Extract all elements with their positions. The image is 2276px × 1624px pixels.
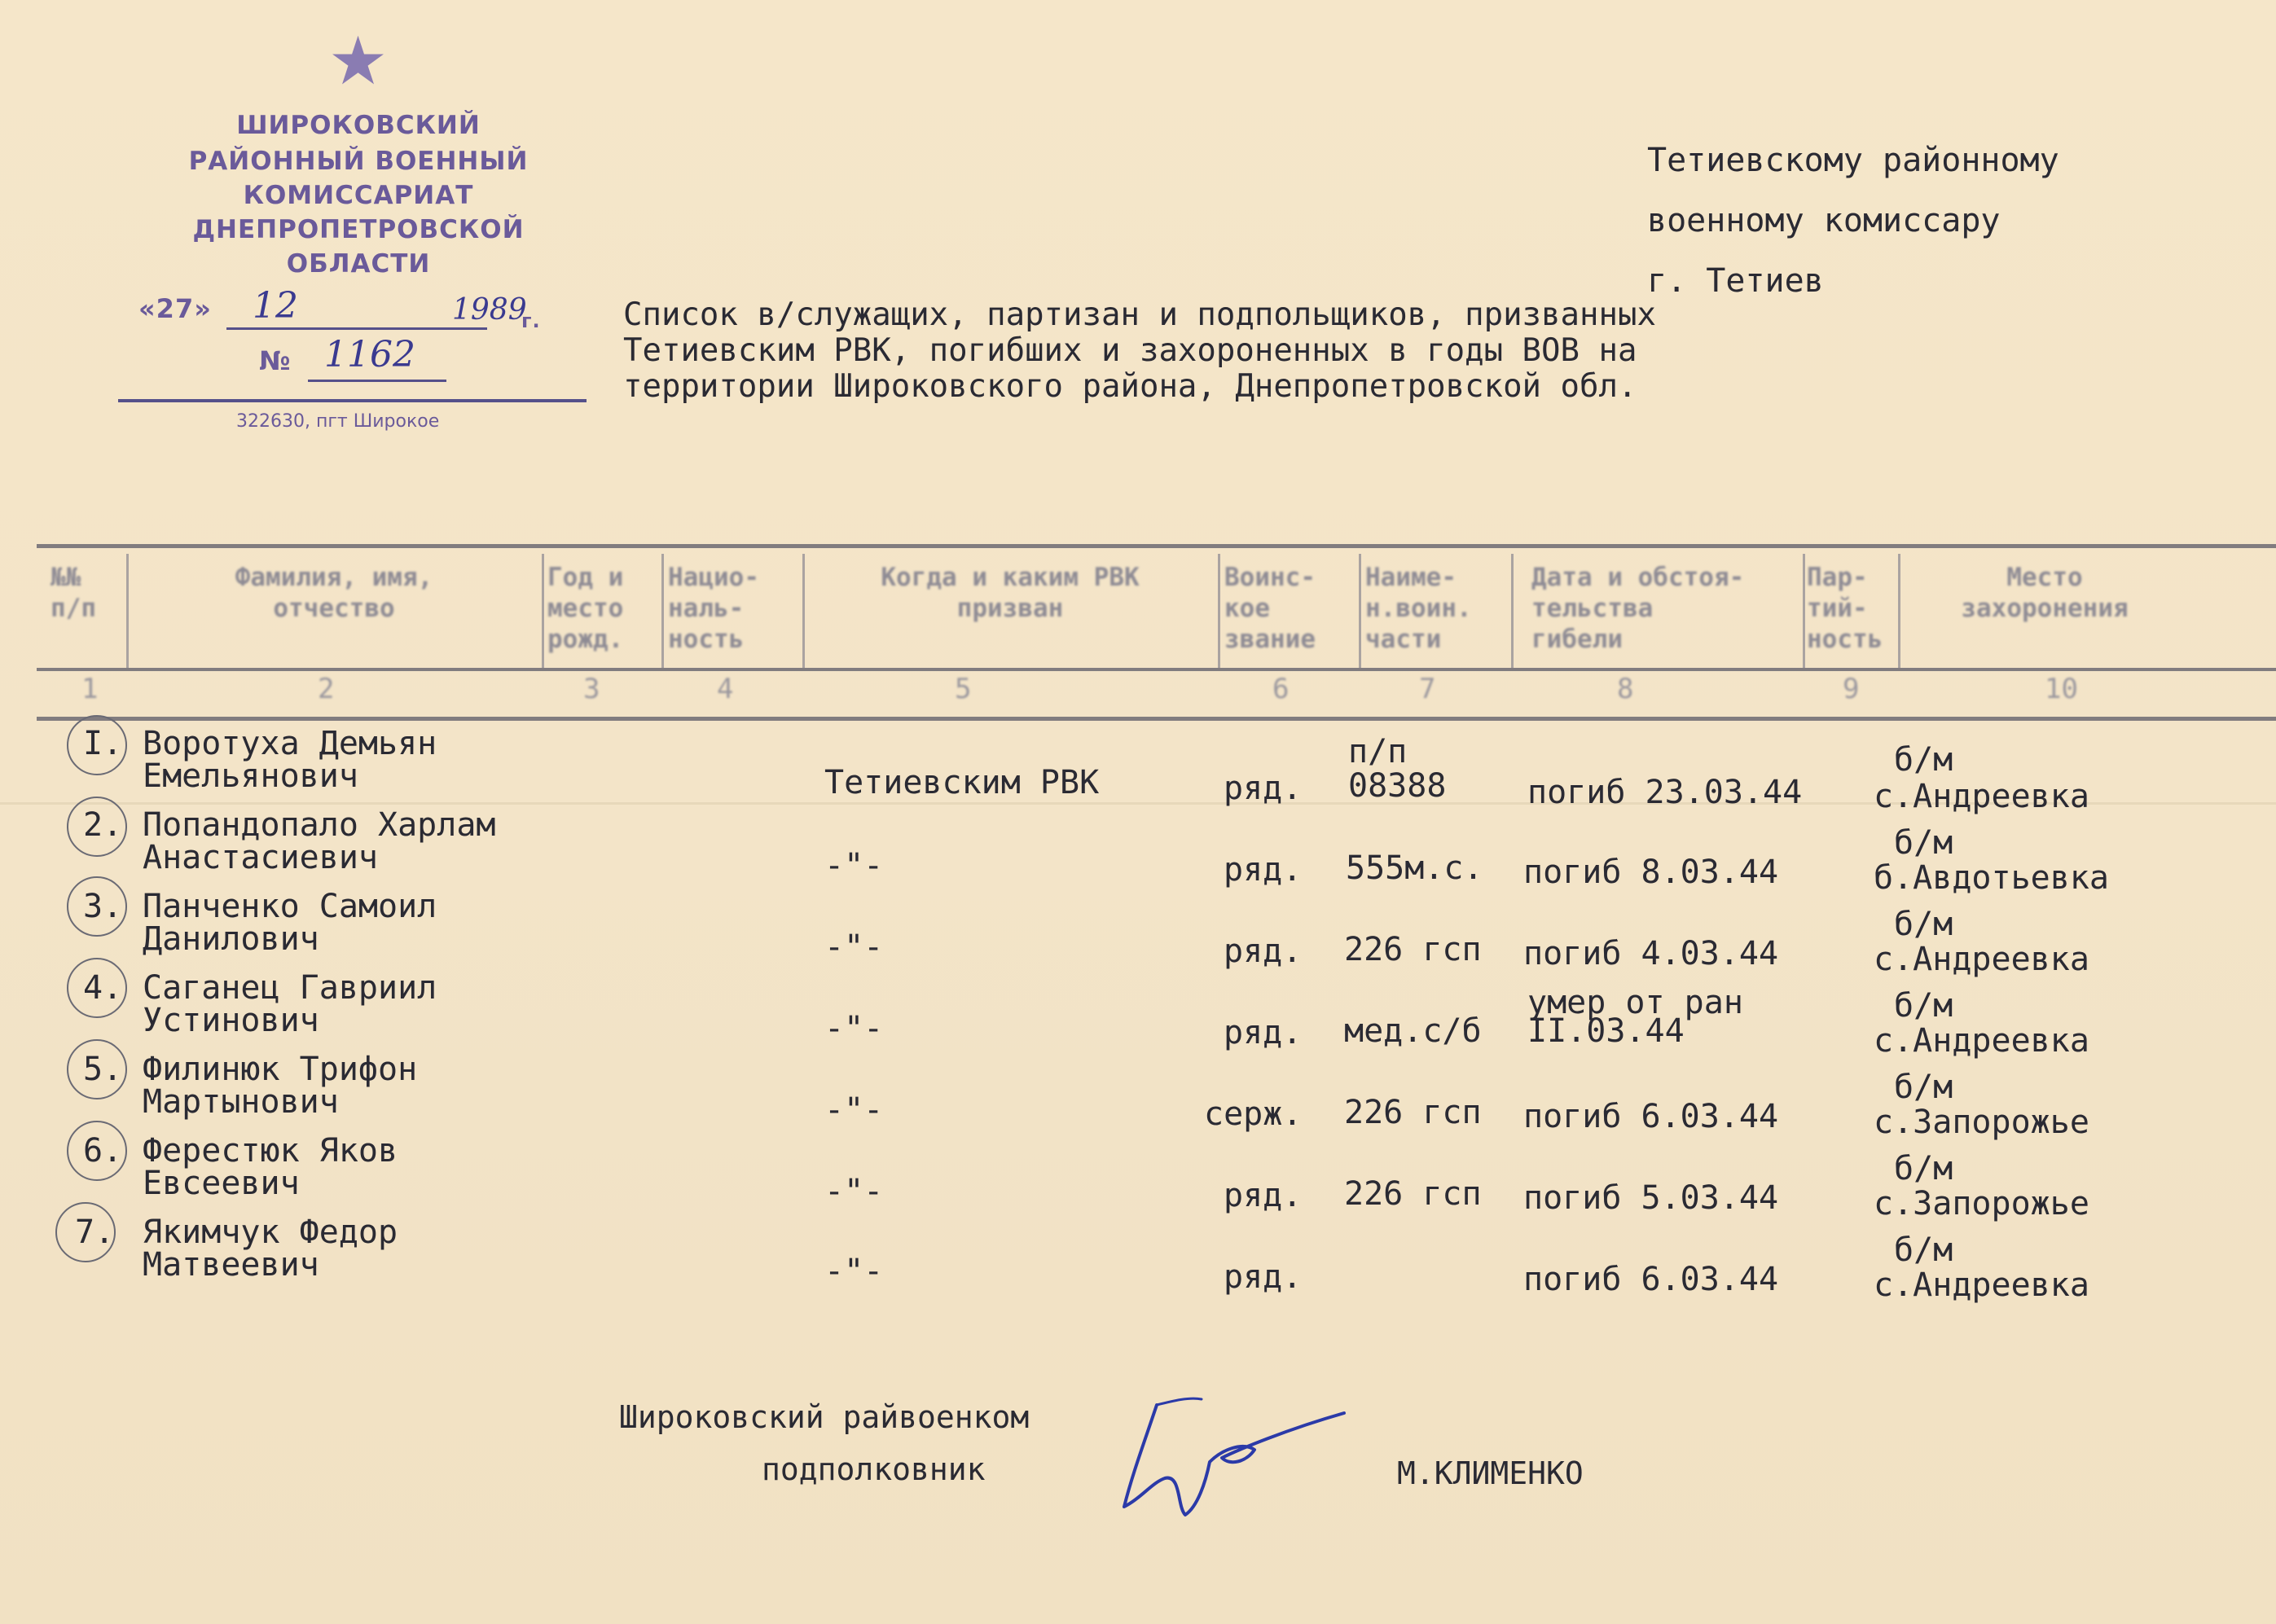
burial-note: б/м	[1894, 1069, 1953, 1106]
military-rank: ряд.	[1224, 1014, 1303, 1051]
person-name: Филинюк Трифон	[143, 1051, 418, 1088]
drafted-by: -"-	[824, 928, 884, 966]
number-line	[308, 380, 446, 382]
title-line-1: Список в/служащих, партизан и подпольщиков, призванных	[623, 296, 1656, 333]
header-separator	[802, 554, 805, 668]
row-number: I.	[83, 725, 123, 762]
death-info: погиб 6.03.44	[1523, 1098, 1779, 1135]
death-info: погиб 6.03.44	[1523, 1261, 1779, 1298]
row-number: 2.	[83, 806, 123, 844]
stamp-line-1: ШИРОКОВСКИЙ	[236, 111, 481, 140]
military-unit: 08388	[1348, 767, 1447, 805]
person-name: Ферестюк Яков	[143, 1132, 398, 1170]
military-unit: 226 гсп	[1344, 1094, 1482, 1131]
stamp-underline	[118, 399, 587, 402]
military-rank: ряд.	[1224, 1177, 1303, 1214]
stamp-date-suffix: г.	[521, 309, 541, 332]
burial-place: с.Андреевка	[1874, 778, 2089, 815]
drafted-by: -"-	[824, 1173, 884, 1210]
burial-note: б/м	[1894, 1231, 1953, 1269]
person-patronymic: Матвеевич	[143, 1246, 319, 1284]
person-patronymic: Емельянович	[143, 757, 358, 795]
header-separator	[1803, 554, 1805, 668]
column-number: 2	[318, 673, 335, 705]
column-number: 7	[1419, 673, 1436, 705]
column-number: 8	[1617, 673, 1634, 705]
row-number: 7.	[75, 1214, 115, 1251]
stamp-number-label: №	[259, 345, 292, 376]
burial-place: с.Андреевка	[1874, 1266, 2089, 1304]
military-unit: 226 гсп	[1344, 931, 1482, 968]
signatory-name: М.КЛИМЕНКО	[1397, 1455, 1584, 1491]
header-separator	[1511, 554, 1514, 668]
header-bottom-rule	[37, 717, 2276, 721]
column-number: 9	[1843, 673, 1860, 705]
stamp-address: 322630, пгт Широкое	[236, 411, 440, 432]
header-separator	[1898, 554, 1900, 668]
burial-place: с.Запорожье	[1874, 1104, 2089, 1141]
person-patronymic: Анастасиевич	[143, 839, 378, 876]
stamp-line-4: ДНЕПРОПЕТРОВСКОЙ	[192, 215, 525, 244]
header-top-rule	[37, 544, 2276, 548]
row-number: 3.	[83, 888, 123, 925]
header-col-7: Наиме- н.воин. части	[1365, 563, 1472, 654]
handwritten-signature	[1108, 1385, 1369, 1531]
person-patronymic: Устинович	[143, 1002, 319, 1039]
death-cause: умер от ран	[1527, 984, 1743, 1021]
signatory-title: Широковский райвоенком	[619, 1399, 1030, 1435]
unit-prefix: п/п	[1348, 733, 1408, 770]
person-patronymic: Мартынович	[143, 1083, 339, 1121]
date-month: 12	[253, 285, 298, 327]
header-col-4: Нацио- наль- ность	[668, 563, 759, 654]
burial-place: с.Андреевка	[1874, 941, 2089, 978]
person-name: Саганец Гавриил	[143, 969, 437, 1007]
burial-note: б/м	[1894, 824, 1953, 862]
header-separator	[661, 554, 664, 668]
column-number: 4	[717, 673, 734, 705]
military-rank: ряд.	[1224, 770, 1303, 807]
column-number: 1	[81, 673, 99, 705]
header-col-8: Дата и обстоя- тельства гибели	[1531, 563, 1745, 654]
column-number: 6	[1272, 673, 1290, 705]
person-patronymic: Евсеевич	[143, 1165, 300, 1202]
signatory-rank: подполковник	[762, 1451, 986, 1487]
title-line-2: Тетиевским РВК, погибших и захороненных в годы ВОВ на	[623, 332, 1637, 369]
stamp-line-2: РАЙОННЫЙ ВОЕННЫЙ	[188, 147, 529, 176]
military-unit: 226 гсп	[1344, 1175, 1482, 1213]
military-unit: мед.с/б	[1344, 1012, 1482, 1050]
military-rank: серж.	[1204, 1095, 1303, 1133]
header-col-5: Когда и каким РВК призван	[881, 563, 1140, 623]
drafted-by: -"-	[824, 1091, 884, 1129]
header-col-6: Воинс- кое звание	[1224, 563, 1316, 654]
header-col-9: Пар- тий- ность	[1807, 563, 1883, 654]
row-number: 6.	[83, 1132, 123, 1170]
header-col-3: Год и место рожд.	[547, 563, 624, 654]
military-unit: 555м.с.	[1346, 849, 1483, 887]
header-col-2: Фамилия, имя, отчество	[235, 563, 433, 623]
recipient-line-3: г. Тетиев	[1647, 262, 1824, 300]
military-rank: ряд.	[1224, 851, 1303, 889]
row-number: 5.	[83, 1051, 123, 1088]
burial-place: б.Авдотьевка	[1874, 859, 2109, 897]
header-col-1: №№ п/п	[51, 563, 96, 623]
death-info: погиб 23.03.44	[1527, 774, 1803, 811]
person-name: Якимчук Федор	[143, 1214, 398, 1251]
stamp-line-5: ОБЛАСТИ	[286, 249, 431, 279]
stamp-date-prefix: «27»	[138, 293, 212, 324]
burial-note: б/м	[1894, 987, 1953, 1025]
person-name: Панченко Самоил	[143, 888, 437, 925]
header-separator	[1359, 554, 1361, 668]
column-number: 3	[583, 673, 600, 705]
death-info: погиб 4.03.44	[1523, 935, 1779, 972]
document-number: 1162	[324, 334, 415, 375]
column-number: 10	[2045, 673, 2078, 705]
person-name: Воротуха Демьян	[143, 725, 437, 762]
death-info: погиб 5.03.44	[1523, 1179, 1779, 1217]
recipient-line-1: Тетиевскому районному	[1647, 142, 2059, 179]
drafted-by: -"-	[824, 847, 884, 884]
recipient-line-2: военному комиссару	[1647, 202, 2001, 239]
column-number: 5	[955, 673, 972, 705]
header-separator	[542, 554, 544, 668]
star-emblem: ★	[327, 23, 389, 100]
date-line	[226, 327, 487, 330]
burial-place: с.Андреевка	[1874, 1022, 2089, 1060]
header-separator	[1218, 554, 1220, 668]
drafted-by: -"-	[824, 1253, 884, 1290]
header-col-10: Место захоронения	[1961, 563, 2129, 623]
row-number: 4.	[83, 969, 123, 1007]
military-rank: ряд.	[1224, 1258, 1303, 1296]
burial-note: б/м	[1894, 741, 1953, 779]
death-info: II.03.44	[1527, 1012, 1685, 1050]
title-line-3: территории Широковского района, Днепропетровской обл.	[623, 368, 1637, 405]
person-patronymic: Данилович	[143, 920, 319, 958]
burial-note: б/м	[1894, 1150, 1953, 1187]
drafted-by: Тетиевским РВК	[824, 764, 1100, 801]
header-mid-rule	[37, 668, 2276, 671]
burial-place: с.Запорожье	[1874, 1185, 2089, 1222]
military-rank: ряд.	[1224, 933, 1303, 970]
person-name: Попандопало Харлам	[143, 806, 496, 844]
header-separator	[126, 554, 129, 668]
death-info: погиб 8.03.44	[1523, 854, 1779, 891]
date-year: 1989	[452, 293, 527, 327]
drafted-by: -"-	[824, 1010, 884, 1047]
burial-note: б/м	[1894, 906, 1953, 943]
stamp-line-3: КОМИССАРИАТ	[243, 181, 474, 210]
